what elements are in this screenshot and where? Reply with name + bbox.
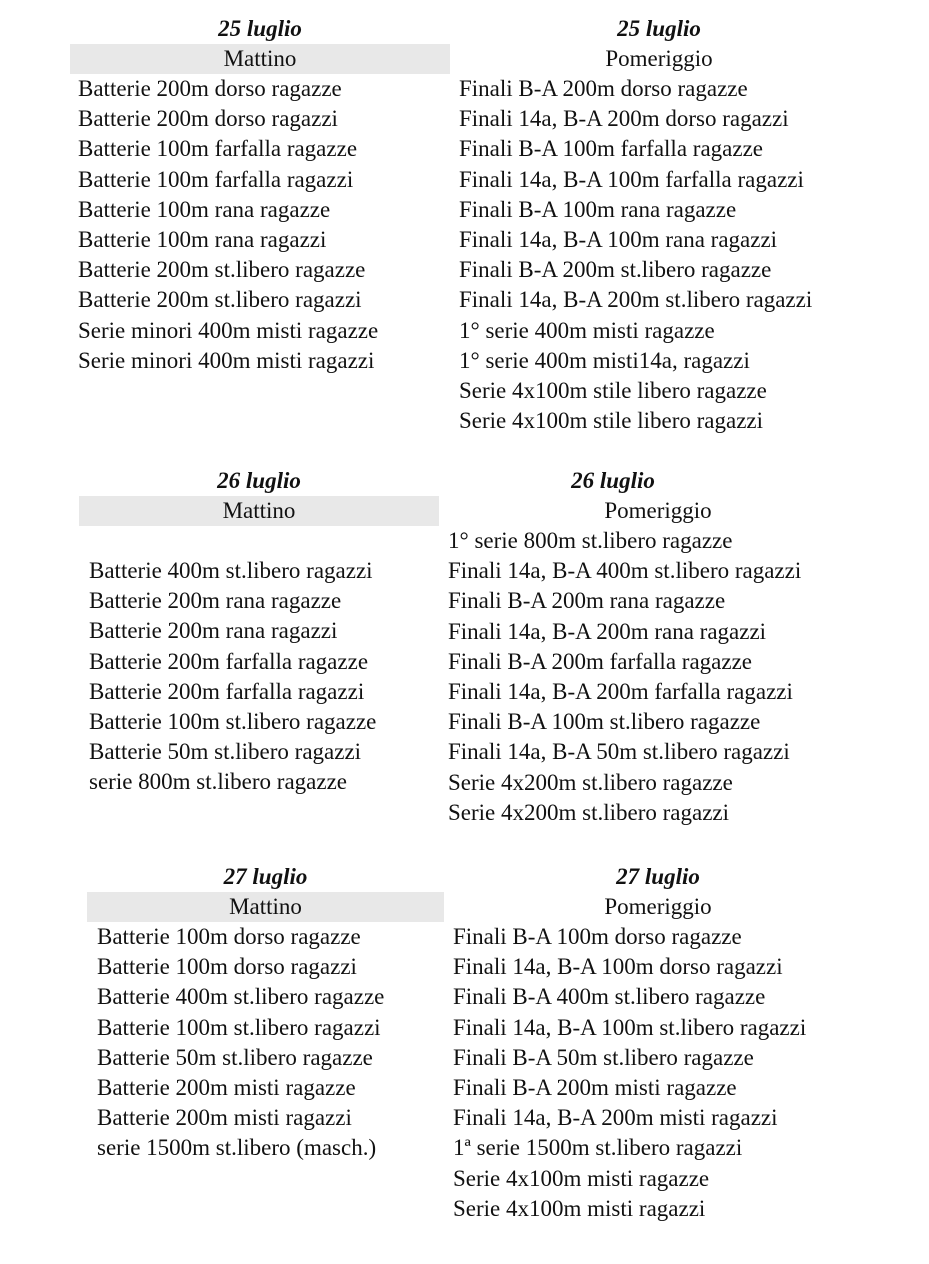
day-2-morning-column — [79, 466, 439, 798]
day-2-afternoon-column — [448, 466, 898, 828]
event-item: Batterie 200m farfalla ragazzi — [89, 678, 365, 704]
event-item: Batterie 50m st.libero ragazzi — [89, 739, 362, 765]
day-3-morning-events — [87, 922, 444, 1164]
event-item: Finali 14a, B-A 100m rana ragazzi — [459, 227, 778, 253]
event-item: Finali B-A 100m farfalla ragazze — [459, 136, 763, 162]
day-1-afternoon-date: 25 luglio — [617, 16, 701, 41]
event-item: Batterie 400m st.libero ragazze — [97, 984, 385, 1010]
event-item: Finali B-A 400m st.libero ragazze — [453, 984, 766, 1010]
event-item: Batterie 200m dorso ragazze — [78, 76, 342, 101]
day-2-afternoon-date: 26 luglio — [571, 468, 655, 493]
event-item: Batterie 100m st.libero ragazzi — [97, 1014, 381, 1040]
event-item: Finali B-A 50m st.libero ragazze — [453, 1044, 754, 1070]
event-item: Serie 4x200m st.libero ragazze — [448, 769, 733, 795]
event-item: Batterie 200m st.libero ragazze — [78, 257, 366, 283]
event-item: 1° serie 800m st.libero ragazze — [448, 528, 733, 553]
day-1-afternoon-column — [459, 14, 899, 436]
day-2-morning-date: 26 luglio — [217, 468, 301, 493]
event-item: Finali 14a, B-A 200m st.libero ragazzi — [459, 287, 813, 313]
event-item: Finali 14a, B-A 50m st.libero ragazzi — [448, 739, 790, 765]
event-item: Finali 14a, B-A 100m st.libero ragazzi — [453, 1014, 807, 1040]
event-item: Serie 4x100m stile libero ragazze — [459, 378, 767, 404]
event-item: Batterie 200m misti ragazzi — [97, 1105, 352, 1131]
event-item: Batterie 100m dorso ragazze — [97, 924, 361, 949]
event-item: Batterie 100m rana ragazzi — [78, 227, 327, 253]
event-item: Finali 14a, B-A 200m dorso ragazzi — [459, 106, 789, 132]
event-item: Batterie 400m st.libero ragazzi — [89, 558, 373, 583]
day-1-morning-column — [70, 14, 450, 376]
event-item: Finali 14a, B-A 100m farfalla ragazzi — [459, 166, 804, 192]
day-3-morning-label: Mattino — [87, 892, 444, 922]
event-item: 1ª serie 1500m st.libero ragazzi — [453, 1135, 743, 1161]
event-item: Serie 4x200m st.libero ragazzi — [448, 799, 730, 825]
day-3-afternoon-date: 27 luglio — [616, 864, 700, 889]
event-item: Serie 4x100m misti ragazze — [453, 1165, 710, 1191]
event-item: serie 800m st.libero ragazze — [89, 769, 347, 795]
event-item: Finali 14a, B-A 200m misti ragazzi — [453, 1105, 778, 1131]
event-item: Finali B-A 200m rana ragazze — [448, 588, 726, 614]
day-3-morning-date: 27 luglio — [223, 864, 308, 889]
event-item: Batterie 200m rana ragazze — [89, 588, 342, 614]
day-2-afternoon-label: Pomeriggio — [604, 498, 712, 523]
day-3-afternoon-column — [453, 862, 903, 1224]
event-item: Batterie 100m dorso ragazzi — [97, 954, 357, 980]
event-item: Batterie 200m farfalla ragazze — [89, 648, 369, 674]
day-1-morning-events — [70, 74, 450, 376]
event-item: Batterie 200m rana ragazzi — [89, 618, 338, 644]
day-1-afternoon-label: Pomeriggio — [605, 46, 713, 71]
event-item: Batterie 100m st.libero ragazze — [89, 709, 377, 735]
event-item: Finali B-A 200m misti ragazze — [453, 1075, 737, 1101]
event-item: Finali 14a, B-A 400m st.libero ragazzi — [448, 558, 802, 584]
day-3-afternoon-label: Pomeriggio — [604, 894, 712, 919]
event-item: Finali B-A 100m st.libero ragazze — [448, 709, 761, 735]
event-item: serie 1500m st.libero (masch.) — [97, 1135, 377, 1161]
day-1-morning-date: 25 luglio — [218, 16, 302, 41]
event-item: Serie minori 400m misti ragazzi — [78, 347, 375, 373]
event-item: Batterie 200m dorso ragazzi — [78, 106, 338, 132]
event-item: Finali 14a, B-A 200m farfalla ragazzi — [448, 679, 793, 705]
event-item: Finali B-A 100m rana ragazze — [459, 196, 737, 222]
event-item: 1° serie 400m misti14a, ragazzi — [459, 347, 750, 373]
day-1-morning-label: Mattino — [70, 44, 450, 74]
event-item: Batterie 100m rana ragazze — [78, 196, 331, 222]
event-item: Finali B-A 200m st.libero ragazze — [459, 257, 772, 283]
event-item: Batterie 200m st.libero ragazzi — [78, 287, 362, 313]
day-3-afternoon-events — [453, 922, 903, 1224]
day-2-morning-events — [79, 556, 439, 798]
event-item: Finali B-A 200m farfalla ragazze — [448, 648, 752, 674]
event-item: Finali B-A 100m dorso ragazze — [453, 924, 742, 949]
event-item: Batterie 200m misti ragazze — [97, 1075, 356, 1101]
event-item: Batterie 50m st.libero ragazze — [97, 1044, 373, 1070]
event-item: Batterie 100m farfalla ragazze — [78, 136, 358, 162]
day-3-morning-column — [87, 862, 444, 1164]
day-1-afternoon-events — [459, 74, 899, 436]
event-item: Serie minori 400m misti ragazze — [78, 317, 379, 343]
event-item: Finali B-A 200m dorso ragazze — [459, 76, 748, 101]
day-2-afternoon-events — [448, 526, 898, 828]
day-2-morning-label: Mattino — [79, 496, 439, 526]
event-item: Finali 14a, B-A 200m rana ragazzi — [448, 618, 767, 644]
event-item: Serie 4x100m misti ragazzi — [453, 1195, 706, 1221]
event-item: Batterie 100m farfalla ragazzi — [78, 166, 354, 192]
event-item: Finali 14a, B-A 100m dorso ragazzi — [453, 954, 783, 980]
event-item: 1° serie 400m misti ragazze — [459, 317, 715, 343]
event-item: Serie 4x100m stile libero ragazzi — [459, 408, 764, 434]
